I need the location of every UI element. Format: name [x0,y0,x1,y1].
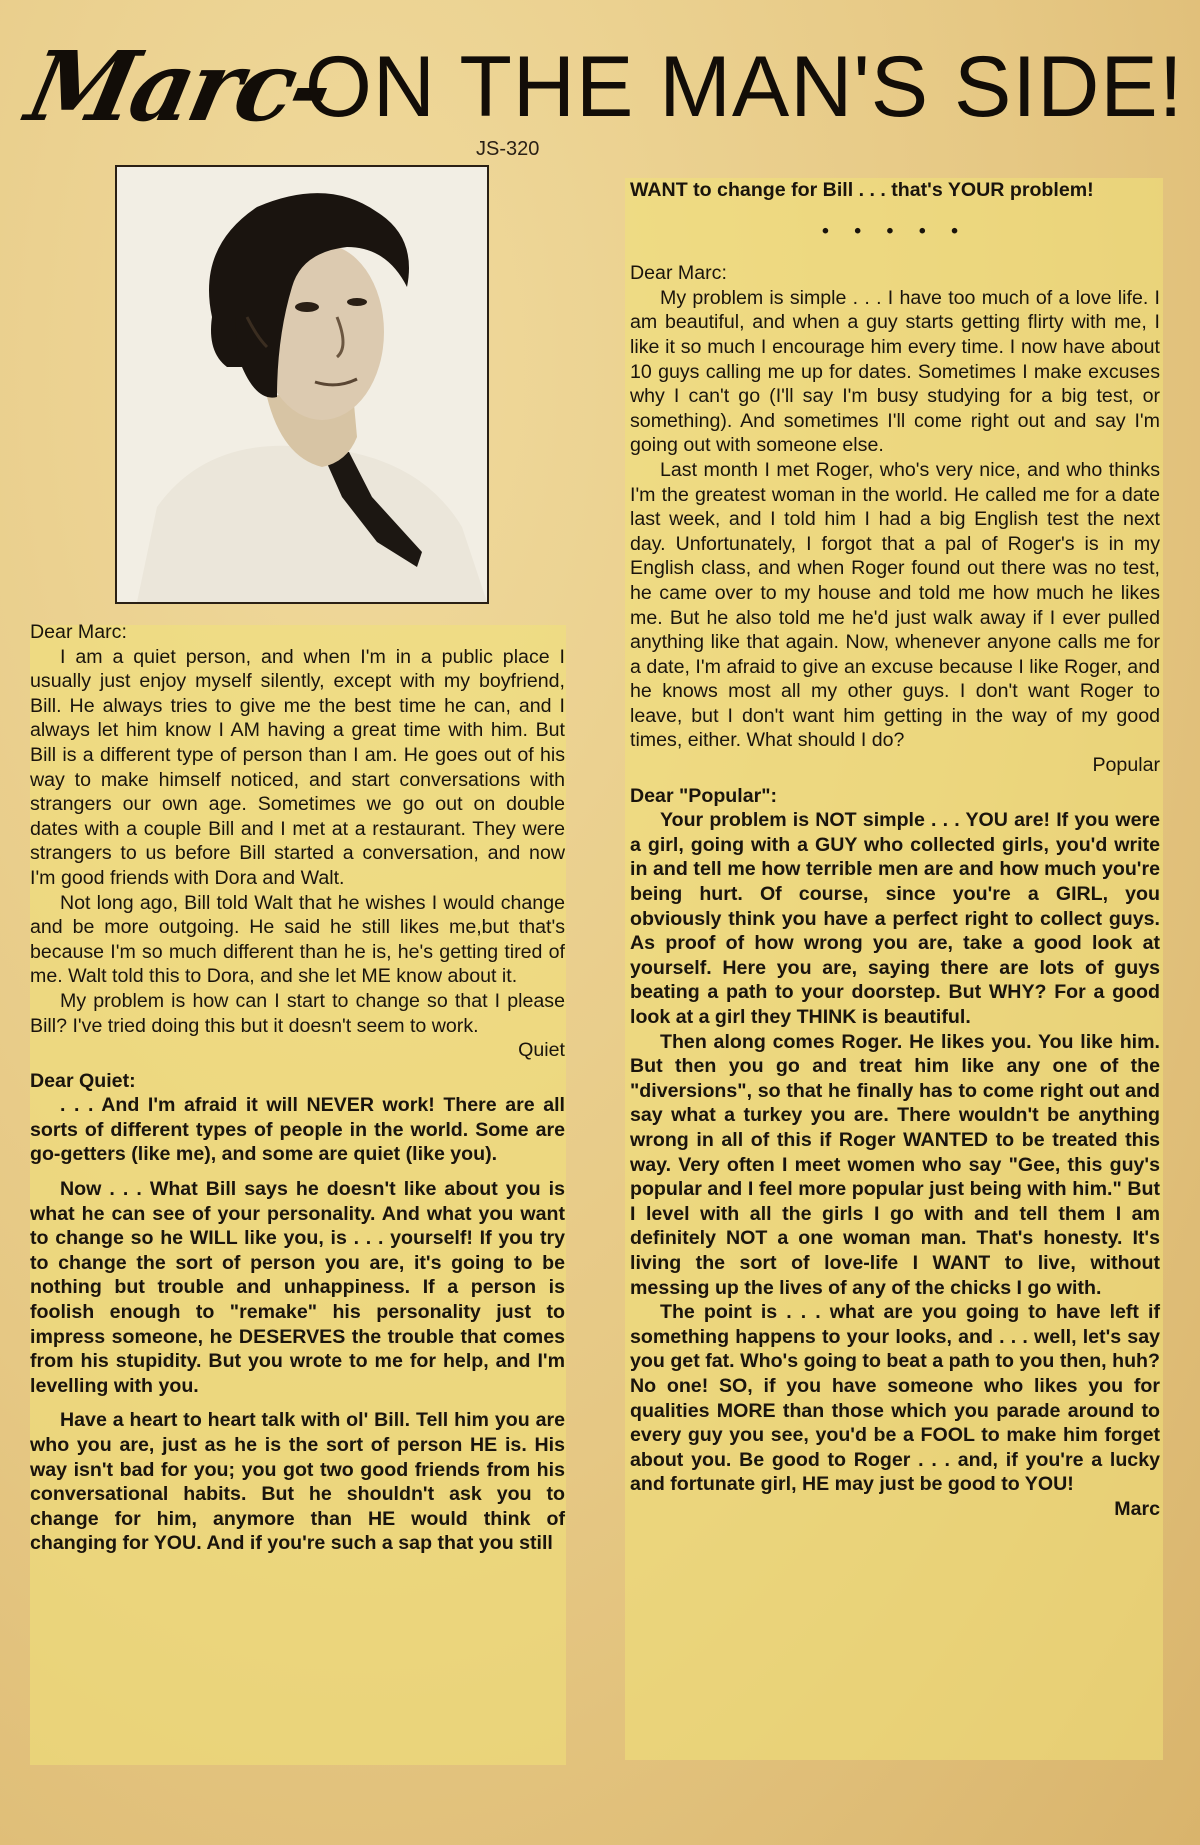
letter2-paragraph: Last month I met Roger, who's very nice, and who thinks I'm the greatest woman in the world. He called me for a date last week, and I told him I had a big English test the next day. Unfortunately, I forgot that a pal of Roger's is in my English class, and when Roger found out there was no test, he came over to my house and told me how much he likes me. But he also told me he'd just walk away if I ever pulled anything like that again. Now, whenever anyone calls me for a date, I'm afraid to give an excuse because I like Roger, and he knows most all my other guys. I don't want Roger to leave, but I don't want him getting in the way of my good times, either. What should I do? [630,458,1160,752]
letter1-signature: Quiet [518,1039,565,1062]
reply2-paragraph: Your problem is NOT simple . . . YOU are! If you were a girl, going with a GUY who collected girls, you'd write in and tell me how terrible men are and how much you're being hurt. Of course, since you're a GIRL, you obviously think you have a perfect right to collect guys. As proof of how wrong you are, take a good look at yourself. Here you are, saying there are lots of guys beating a path to your doorstep. But WHY? For a good look at a girl they THINK is beautiful. [630,809,1160,1028]
column-header [17,20,1184,160]
portrait-photo-icon [115,165,489,604]
letter2-salutation: Dear Marc: [630,262,727,285]
section-divider: • • • • • [821,219,969,242]
reply1-salutation: Dear Quiet: [30,1069,136,1092]
reply1-paragraph: Have a heart to heart talk with ol' Bill. Tell him you are who you are, just as he is the sort of person HE is. His way isn't bad for you; you got two good friends from his conversational habits. But he shouldn't ask you to change for him, anymore than HE would think of changing for YOU. And if you're such a sap that you still [30,1409,565,1555]
reply2-salutation: Dear "Popular": [630,784,778,807]
marc-logo: Marc- [17,30,340,143]
reply2-paragraph: Then along comes Roger. He likes you. You like him. But then you go and treat him like any one of the "diversions", so that he finally has to come right out and say what a turkey you are. There wouldn't be anything wrong in all of this if Roger WANTED to be treated this way. Very often I meet women who say "Gee, this guy's popular and I feel more popular just being with him." But I level with all the girls I go with and tell them I am definitely NOT a one woman man. That's honesty. It's living the sort of love-life I WANT to live, without messing up the lives of any of the chicks I go with. [630,1030,1160,1299]
reply1-paragraph: . . . And I'm afraid it will NEVER work! There are all sorts of different types of people in the world. Some are go-getters (like me), and some are quiet (like you). [30,1094,565,1166]
letter1-salutation: Dear Marc: [30,621,127,643]
reply1-paragraph: Now . . . What Bill says he doesn't like about you is what he can see of your personality. And what you want to change so he WILL like you, is . . . yourself! If you try to change the sort of person you are, it's going to be nothing but trouble and unhappiness. If a person is foolish enough to "remake" his personality just to impress someone, he DESERVES the trouble that comes from his stupidity. But you wrote to me for help, and I'm levelling with you. [30,1178,565,1397]
right-column [630,178,1160,1521]
portrait-illustration [117,167,487,602]
letter2-signature: Popular [1092,754,1160,777]
letter1-paragraph: I am a quiet person, and when I'm in a public place I usually just enjoy myself silently, except with my boyfriend, Bill. He always tries to give me the best time he can, and I always let him know I AM having a great time with him. But Bill is a different type of person than I am. He goes out of his way to make himself noticed, and start conversations with strangers our own age. Sometimes we go out on double dates with a couple Bill and I met at a restaurant. They were strangers to us before Bill started a conversation, and now I'm good friends with Dora and Walt. [30,645,565,889]
reply2-signature: Marc [1114,1497,1160,1520]
letter1-paragraph: Not long ago, Bill told Walt that he wishes I would change and be more outgoing. He said he still likes me,but that's because I'm so much different than he is, he's getting tired of me. Walt told this to Dora, and she let ME know about it. [30,891,565,988]
reply1-continued: WANT to change for Bill . . . that's YOUR problem! [630,179,1094,201]
left-column [30,620,565,1556]
page-headline: ON THE MAN'S SIDE! [305,39,1184,135]
letter2-paragraph: My problem is simple . . . I have too much of a love life. I am beautiful, and when a guy starts getting flirty with me, I like it so much I encourage him every time. I now have about 10 guys calling me up for dates. Sometimes I make excuses why I can't go (I'll say I'm busy studying for a big test, or something). And sometimes I'll come right out and say I'm going out with someone else. [630,286,1160,457]
page-code: JS-320 [476,138,540,160]
reply2-paragraph: The point is . . . what are you going to have left if something happens to your looks, and . . . well, let's say you get fat. Who's going to beat a path to you then, huh? No one! SO, if you have someone who likes you for qualities MORE than those which you parade around to every guy you see, you'd be a FOOL to make him forget about you. Be good to Roger . . . and, if you're a lucky and fortunate girl, HE may just be good to YOU! [630,1301,1160,1496]
letter1-paragraph: My problem is how can I start to change so that I please Bill? I've tried doing this but it doesn't seem to work. [30,989,565,1037]
